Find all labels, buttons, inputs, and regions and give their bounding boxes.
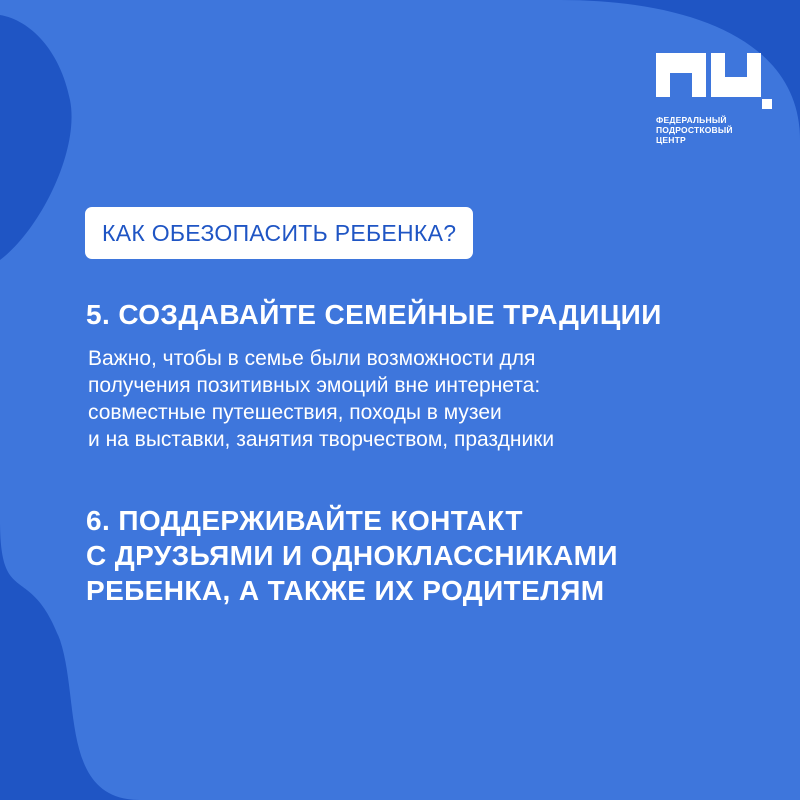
title-line: С ДРУЗЬЯМИ И ОДНОКЛАССНИКАМИ	[86, 540, 618, 571]
logo-text	[656, 115, 776, 145]
section-5-body	[88, 345, 554, 453]
logo-mark-icon	[656, 53, 774, 109]
body-line: совместные путешествия, походы в музеи	[88, 401, 502, 424]
body-line: и на выставки, занятия творчеством, праздники	[88, 428, 555, 451]
logo-text-line: ФЕДЕРАЛЬНЫЙ	[656, 115, 727, 125]
logo-text-line: ЦЕНТР	[656, 135, 686, 145]
body-line: Важно, чтобы в семье были возможности для	[88, 347, 536, 370]
logo	[656, 53, 776, 145]
question-pill: КАК ОБЕЗОПАСИТЬ РЕБЕНКА?	[85, 207, 473, 259]
title-line: 6. ПОДДЕРЖИВАЙТЕ КОНТАКТ	[86, 505, 523, 536]
body-line: получения позитивных эмоций вне интернета:	[88, 374, 541, 397]
section-6-title	[86, 503, 618, 608]
logo-text-line: ПОДРОСТКОВЫЙ	[656, 125, 733, 135]
title-line: РЕБЕНКА, А ТАКЖЕ ИХ РОДИТЕЛЯМ	[86, 575, 605, 606]
section-5-title: 5. СОЗДАВАЙТЕ СЕМЕЙНЫЕ ТРАДИЦИИ	[86, 299, 662, 330]
